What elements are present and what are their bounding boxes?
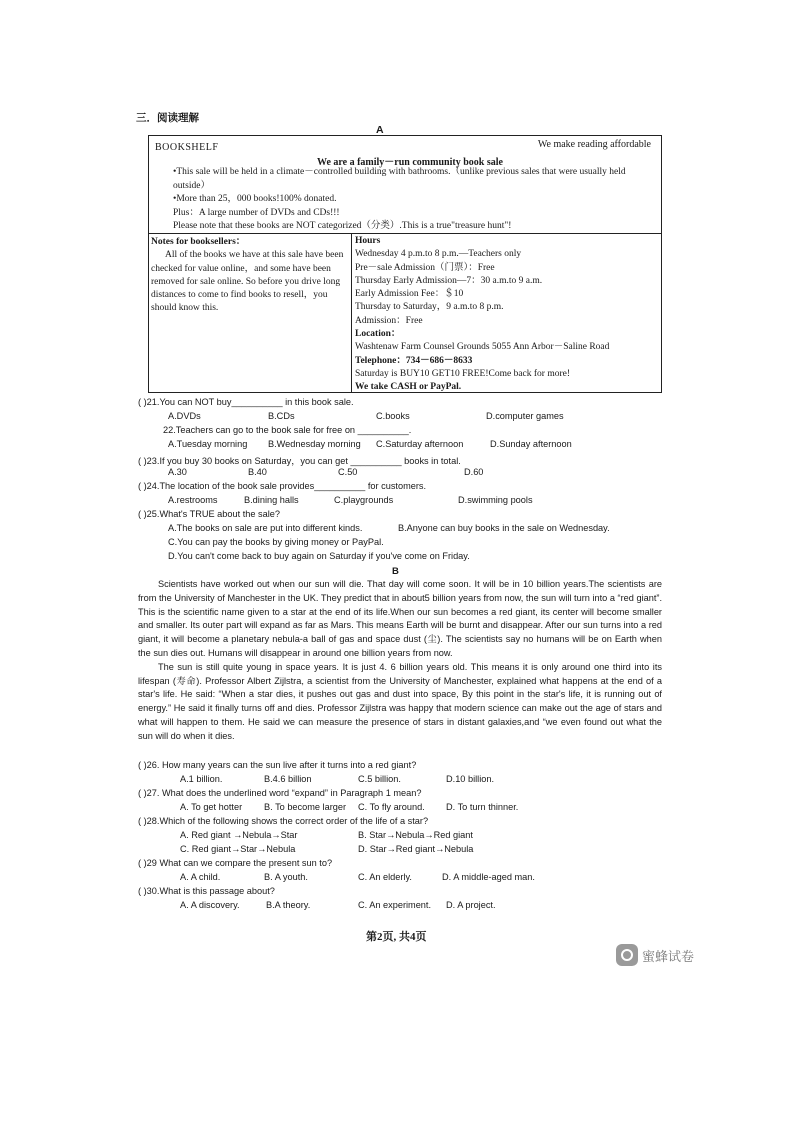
option: D. To turn thinner. [446, 802, 519, 812]
option: D.You can't come back to buy again on Saturday if you've come on Friday. [168, 551, 470, 561]
paragraph: The sun is still quite young in space years. It is just 4. 6 billion years old. This means it is only around one third into its lifespan (寿命). Professor Albert Zijlstra, a scientist from the University of Manchester, explained what happens at the end of a star's life. He said: “When a star dies, it pushes out gas and dust into space, By this point in the star's life, it is running out of energy.” He said it finally turns off and dies. Professor Zijlstra was happy that modern science can make out the age of stars and what will happen to them. He said we can measure the presence of stars in distant galaxies,and “we even found out what the sun will do when it dies. [138, 661, 662, 741]
option: C. An experiment. [358, 900, 432, 910]
option: A. A discovery. [180, 900, 240, 910]
option: D. A middle-aged man. [442, 872, 535, 882]
option: C.Saturday afternoon [376, 439, 464, 449]
option: B.Anyone can buy books in the sale on Wednesday. [398, 523, 610, 533]
option: D.swimming pools [458, 495, 533, 505]
question-23: ( )23.If you buy 30 books on Saturday，you can get __________ books in total. [138, 456, 461, 466]
hours-title: Hours [355, 236, 381, 246]
option: A.restrooms [168, 495, 218, 505]
page-footer: 第2页, 共4页 [366, 931, 427, 943]
ad-intro [153, 166, 659, 234]
option: D.Sunday afternoon [490, 439, 572, 449]
question-22: 22.Teachers can go to the book sale for free on __________. [163, 425, 412, 435]
question-30: ( )30.What is this passage about? [138, 886, 275, 896]
hours-line: Thursday Early Admission—7：30 a.m.to 9 a.m. [355, 275, 543, 286]
option: B. To become larger [264, 802, 347, 812]
hours-line: Thursday to Saturday，9 a.m.to 8 p.m. [355, 302, 504, 313]
section-title: 三．阅读理解 [136, 112, 199, 124]
option: C.50 [338, 467, 358, 477]
option: C.5 billion. [358, 774, 401, 784]
option: C. Red giant→Star→Nebula [180, 844, 296, 854]
passage-a-label: A [376, 124, 384, 136]
option: D.computer games [486, 411, 564, 421]
ad-brand: BOOKSHELF [155, 142, 219, 153]
watermark-text: 蜜蜂试卷 [642, 949, 695, 965]
ad-divider-horizontal [149, 233, 661, 234]
option: B.Wednesday morning [268, 439, 361, 449]
question-28: ( )28.Which of the following shows the correct order of the life of a star? [138, 816, 429, 826]
option: C.playgrounds [334, 495, 394, 505]
option: C.books [376, 411, 410, 421]
option: C.You can pay the books by giving money or PayPal. [168, 537, 384, 547]
notes-title: Notes for booksellers： [151, 237, 246, 247]
notes-body: All of the books we have at this sale have been checked for value online，and some have been removed for sale online. So before you drive long distances to come to find books to resell，you should know this. [151, 250, 344, 314]
location-address: Washtenaw Farm Counsel Grounds 5055 Ann Arbor－Saline Road [355, 342, 610, 353]
ad-divider-vertical [351, 233, 352, 392]
option: B.dining halls [244, 495, 299, 505]
question-21: ( )21.You can NOT buy__________ in this book sale. [138, 397, 354, 407]
payment-text: We take CASH or PayPal. [355, 382, 462, 393]
option: B.40 [248, 467, 267, 477]
option: B.CDs [268, 411, 295, 421]
option: A. Red giant →Nebula→Star [180, 830, 298, 840]
option: B.A theory. [266, 900, 311, 910]
ad-intro-line: Please note that these books are NOT categorized（分类）.This is a true"treasure hunt"! [173, 221, 512, 231]
book-sale-ad [148, 135, 662, 393]
passage-b-label: B [392, 566, 399, 577]
telephone: Telephone：734－686－8633 [355, 355, 473, 366]
ad-headline: We are a family－run community book sale [317, 157, 503, 168]
question-26: ( )26. How many years can the sun live after it turns into a red giant? [138, 760, 417, 770]
option: C. To fly around. [358, 802, 425, 812]
passage-b-text [138, 578, 662, 744]
hours-line: Pre－sale Admission（门票）：Free [355, 262, 495, 273]
option: D. A project. [446, 900, 496, 910]
option: D.60 [464, 467, 484, 477]
option: D. Star→Red giant→Nebula [358, 844, 474, 854]
option: D.10 billion. [446, 774, 495, 784]
question-24: ( )24.The location of the book sale provides__________ for customers. [138, 481, 427, 491]
hours-line: Early Admission Fee：＄10 [355, 289, 464, 300]
option: B.4.6 billion [264, 774, 312, 784]
hours-section [355, 235, 661, 395]
question-27: ( )27. What does the underlined word “expand” in Paragraph 1 mean? [138, 788, 422, 798]
option: A. A child. [180, 872, 221, 882]
ad-intro-line: Plus：A large number of DVDs and CDs!!! [173, 207, 340, 218]
watermark-logo-icon [616, 944, 638, 966]
option: A.30 [168, 467, 187, 477]
question-29: ( )29 What can we compare the present sun to? [138, 858, 333, 868]
watermark [616, 944, 694, 966]
promo-text: Saturday is BUY10 GET10 FREE!Come back for more! [355, 368, 571, 379]
option: A.1 billion. [180, 774, 223, 784]
notes-for-booksellers [151, 236, 345, 316]
option: A.The books on sale are put into different kinds. [168, 523, 363, 533]
location-title: Location： [355, 329, 401, 340]
option: A.DVDs [168, 411, 201, 421]
hours-line: Admission：Free [355, 315, 423, 326]
question-25: ( )25.What's TRUE about the sale? [138, 509, 281, 519]
ad-intro-line: •More than 25，000 books!100% donated. [173, 194, 337, 204]
ad-tagline: We make reading affordable [537, 139, 651, 150]
paragraph: Scientists have worked out when our sun will die. That day will come soon. It will be in 10 billion years.The scientists are from the University of Manchester in the UK. They predict that in about5 billion years from now, the sun will turn into a “red giant”. This is the scientific name given to a star at the end of its life.When our sun becomes a red giant, its center will become smaller and smaller. Its outer part will expand as far as Mars. This means Earth will be burnt and disappear. After our sun turns into a red giant, it will become a planetary nebula-a ball of gas and space dust (尘). The scientists say no humans will be on Earth when the sun dies out. Humans will disappear in around one billion years from now. [138, 579, 662, 658]
ad-intro-line: •This sale will be held in a climate－controlled building with bathrooms.（unlike previous sales that were usually held outside） [173, 167, 626, 191]
option: A. To get hotter [180, 802, 243, 812]
hours-line: Wednesday 4 p.m.to 8 p.m.—Teachers only [355, 249, 522, 260]
option: B. Star→Nebula→Red giant [358, 830, 473, 840]
option: C. An elderly. [358, 872, 412, 882]
option: B. A youth. [264, 872, 308, 882]
option: A.Tuesday morning [168, 439, 248, 449]
